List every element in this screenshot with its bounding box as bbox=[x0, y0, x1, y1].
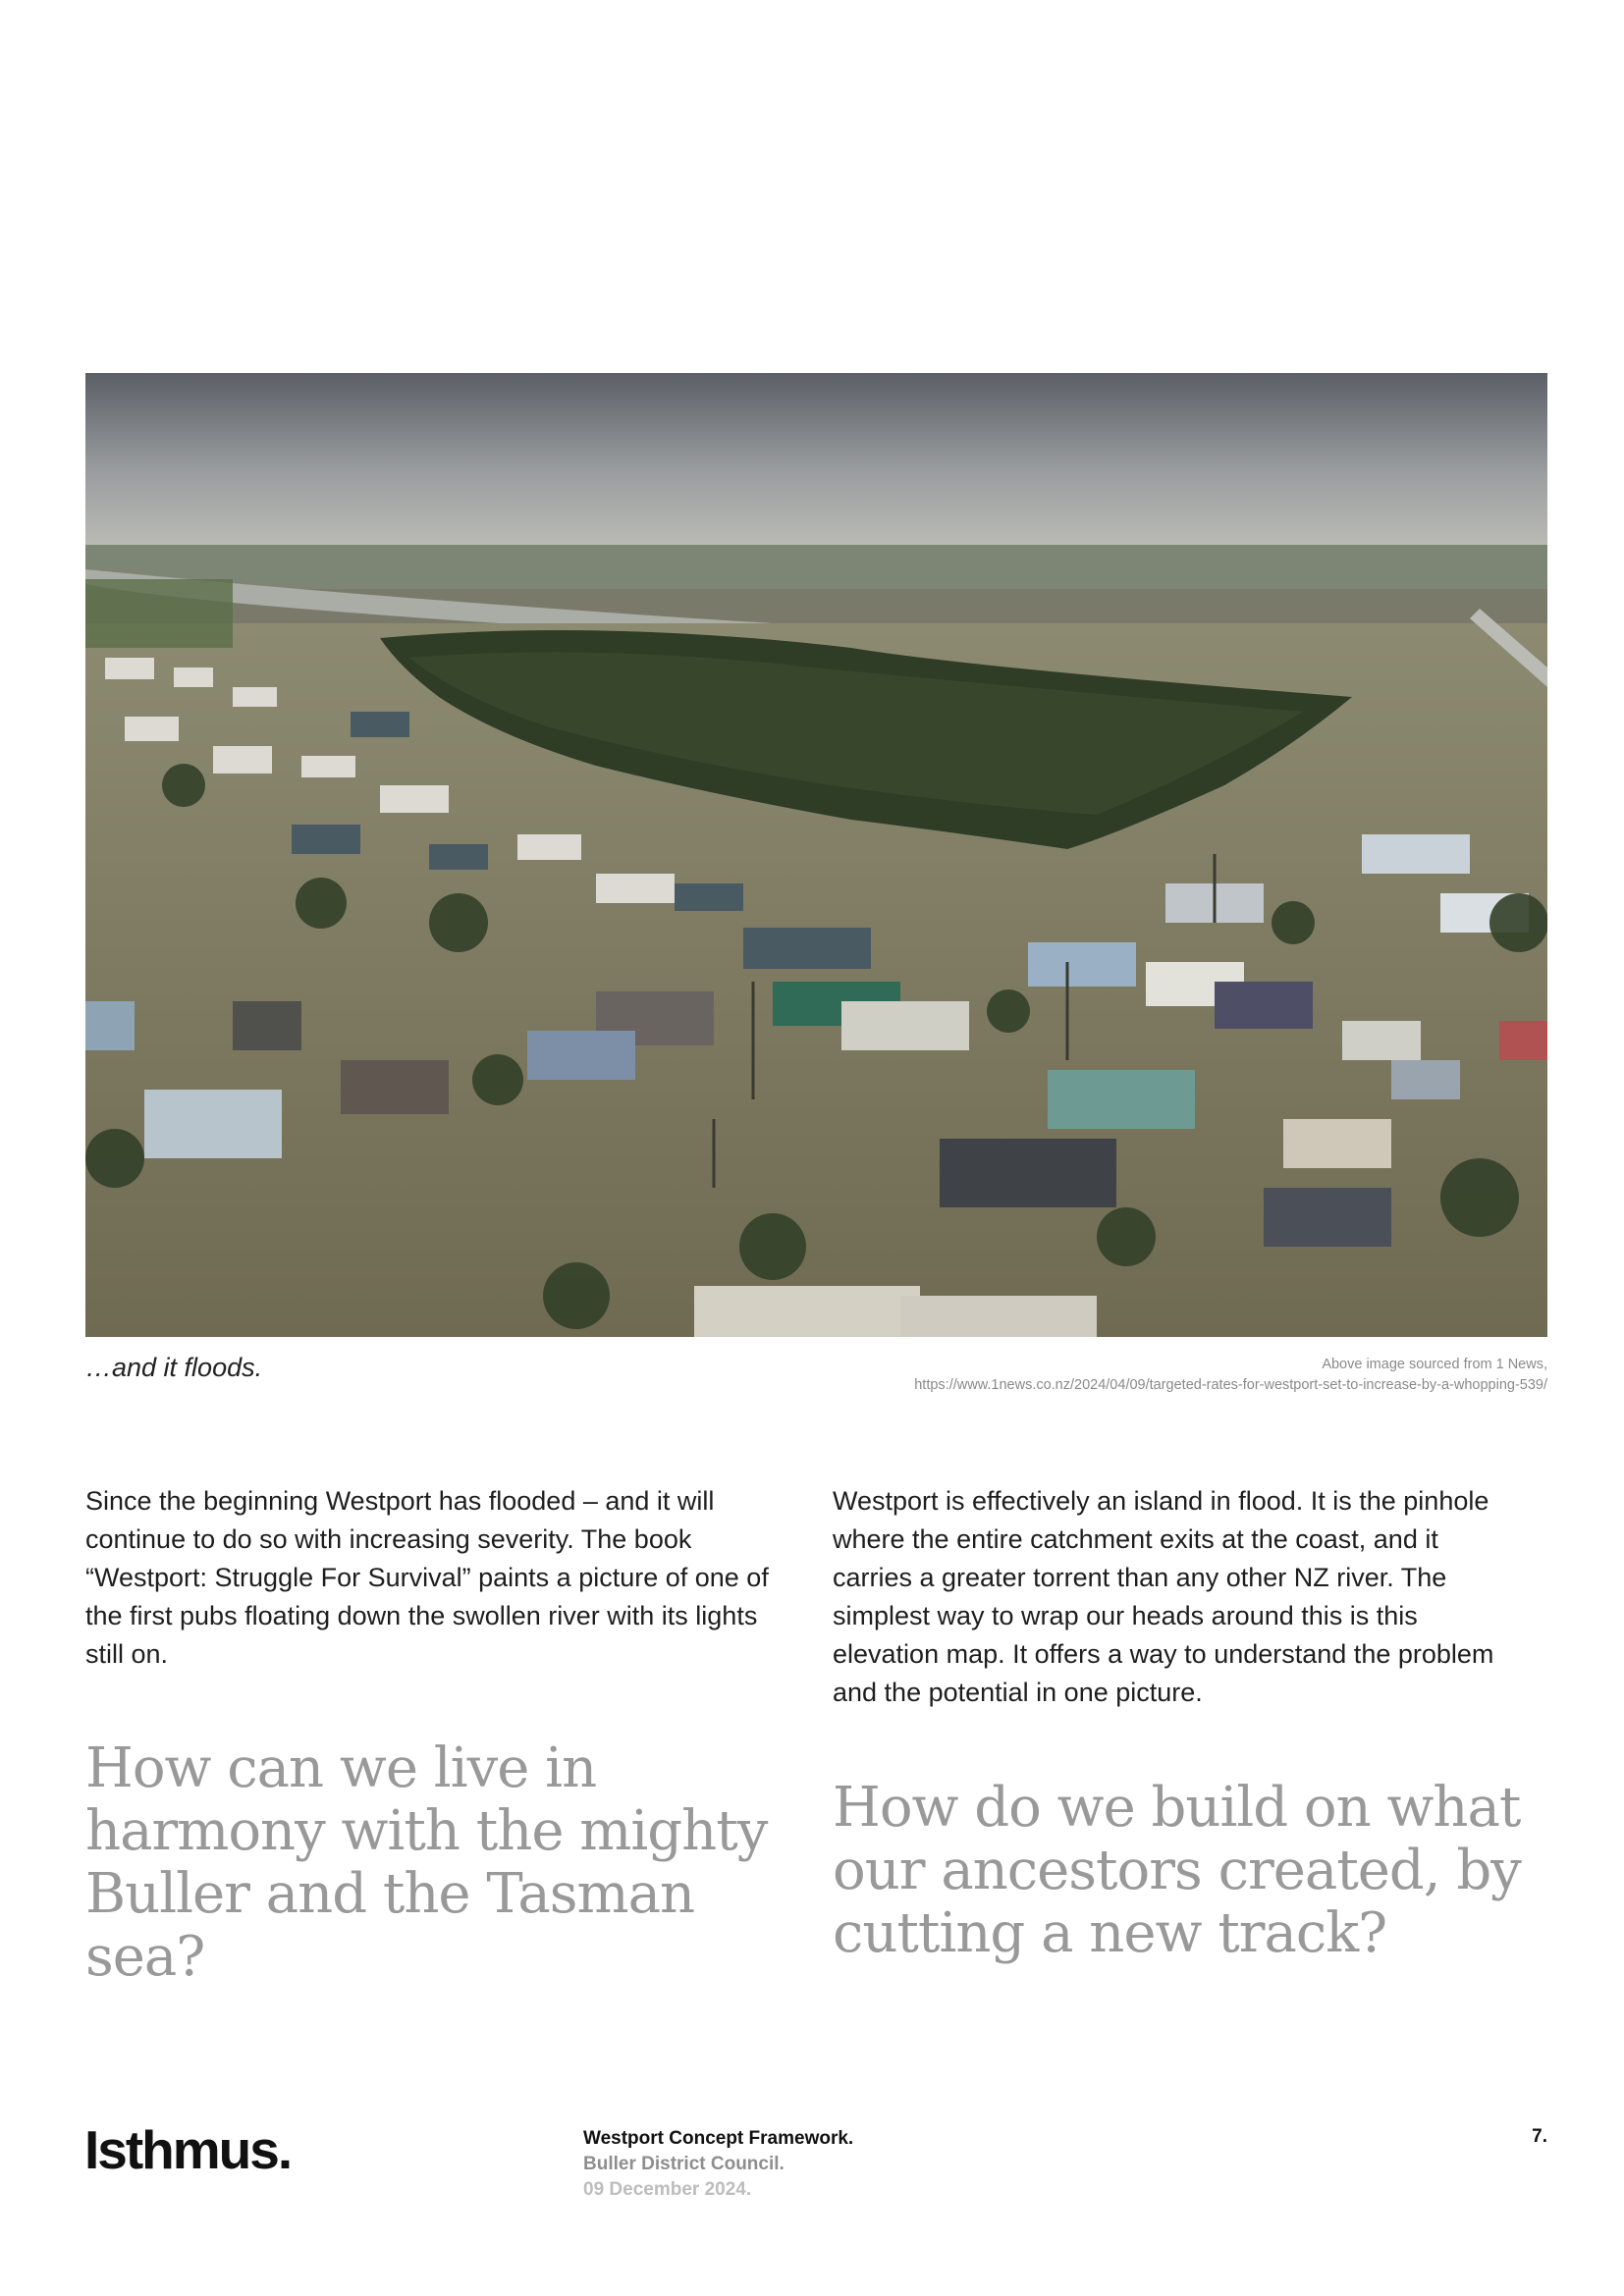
flood-aerial-photo bbox=[85, 373, 1547, 1337]
footer-client: Buller District Council. bbox=[583, 2154, 785, 2174]
left-column bbox=[85, 1482, 773, 1674]
right-question: How do we build on what our ancestors created, by cutting a new track? bbox=[833, 1776, 1521, 1965]
left-question: How can we live in harmony with the mighty Buller and the Tasman sea? bbox=[85, 1736, 768, 1989]
image-source bbox=[914, 1355, 1547, 1396]
footer-date: 09 December 2024. bbox=[583, 2179, 752, 2200]
footer-info bbox=[583, 2126, 853, 2203]
image-source-line: Above image sourced from 1 News, bbox=[1322, 1357, 1547, 1372]
footer-doc-title: Westport Concept Framework. bbox=[583, 2128, 854, 2149]
isthmus-logo: Isthmus. bbox=[84, 2119, 292, 2180]
image-source-url[interactable]: https://www.1news.co.nz/2024/04/09/targeted-rates-for-westport-set-to-increase-by-a-whopping-539/ bbox=[914, 1377, 1547, 1393]
page-number: 7. bbox=[1532, 2126, 1547, 2147]
right-paragraph: Westport is effectively an island in flood. It is the pinhole where the entire catchment exits at the coast, and it carries a greater torrent than any other NZ river. The simplest way to wrap our heads around this is this elevation map. It offers a way to understand the problem and the potential in one picture. bbox=[833, 1486, 1494, 1707]
left-paragraph: Since the beginning Westport has flooded – and it will continue to do so with increasing severity. The book “Westport: Struggle For Survival” paints a picture of one of the first pubs floating down the swollen river with its lights still on. bbox=[85, 1486, 769, 1669]
right-column bbox=[833, 1482, 1520, 1712]
photo-caption: …and it floods. bbox=[85, 1353, 263, 1382]
